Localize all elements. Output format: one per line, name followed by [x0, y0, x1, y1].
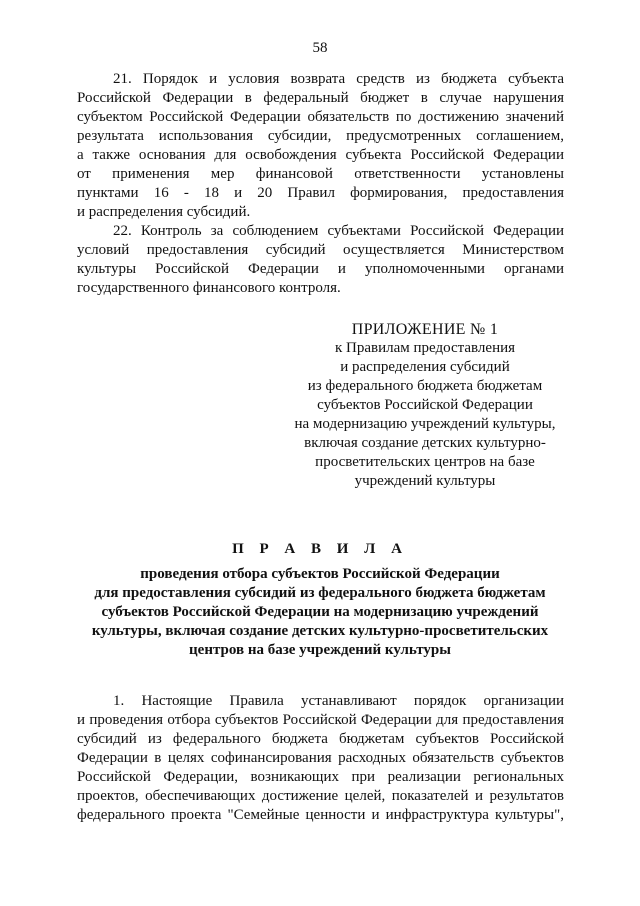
page-number: 58: [312, 40, 328, 56]
paragraph-22: [77, 222, 564, 298]
appendix-heading: ПРИЛОЖЕНИЕ № 1: [351, 321, 499, 338]
paragraph-line: культуры Российской Федерации и уполномоченными органами: [77, 261, 564, 277]
paragraph-line: и проведения отбора субъектов Российской Федерации для предоставления: [77, 712, 564, 728]
rules-title-word: П Р А В И Л А: [232, 541, 408, 557]
paragraph-line: проектов, обеспечивающих достижение целей, показателей и результатов: [77, 788, 564, 804]
paragraph-line: условий предоставления субсидий осуществляется Министерством: [77, 242, 564, 258]
appendix-line: субъектов Российской Федерации: [317, 397, 533, 413]
rules-title-line: культуры, включая создание детских культурно-просветительских: [91, 623, 549, 639]
rules-title-line: для предоставления субсидий из федерального бюджета бюджетам: [94, 585, 546, 601]
paragraph-line: федерального проекта "Семейные ценности и инфраструктура культуры",: [77, 807, 564, 823]
rules-title-line: проведения отбора субъектов Российской Федерации: [140, 566, 500, 582]
appendix-line: к Правилам предоставления: [334, 340, 516, 356]
paragraph-line: Российской Федерации в федеральный бюджет в случае нарушения: [77, 90, 564, 106]
rules-title-line: субъектов Российской Федерации на модернизацию учреждений: [101, 604, 539, 620]
paragraph-line: от применения мер финансовой ответственности установлены: [77, 166, 564, 182]
paragraph-line: результата использования субсидии, предусмотренных соглашением,: [77, 128, 564, 144]
paragraph-21: [77, 70, 564, 222]
appendix-line: включая создание детских культурно-: [304, 435, 546, 451]
appendix-header: [280, 320, 570, 491]
rules-title-line: центров на базе учреждений культуры: [189, 642, 451, 658]
paragraph-line: а также основания для освобождения субъекта Российской Федерации: [77, 147, 564, 163]
paragraph-line: субъектом Российской Федерации обязательств по достижению значений: [77, 109, 564, 125]
paragraph-line: Российской Федерации, возникающих при реализации региональных: [77, 769, 564, 785]
paragraph-line: субсидий из федерального бюджета бюджетам субъектов Российской: [77, 731, 564, 747]
rules-title: [60, 540, 580, 660]
paragraph-line: 21. Порядок и условия возврата средств из бюджета субъекта: [113, 71, 564, 87]
appendix-line: и распределения субсидий: [340, 359, 510, 375]
appendix-line: из федерального бюджета бюджетам: [307, 378, 543, 394]
appendix-line: просветительских центров на базе: [315, 454, 535, 470]
text-block-top: [77, 70, 564, 298]
paragraph-line: государственного финансового контроля.: [77, 280, 341, 296]
paragraph-1: [77, 692, 564, 825]
appendix-line: учреждений культуры: [354, 473, 496, 489]
text-block-bottom: [77, 692, 564, 825]
paragraph-line: 22. Контроль за соблюдением субъектами Российской Федерации: [113, 223, 564, 239]
paragraph-line: пунктами 16 - 18 и 20 Правил формирования, предоставления: [77, 185, 564, 201]
paragraph-line: Федерации в целях софинансирования расходных обязательств субъектов: [77, 750, 564, 766]
appendix-line: на модернизацию учреждений культуры,: [294, 416, 556, 432]
paragraph-line: 1. Настоящие Правила устанавливают порядок организации: [113, 693, 564, 709]
paragraph-line: и распределения субсидий.: [77, 204, 251, 220]
